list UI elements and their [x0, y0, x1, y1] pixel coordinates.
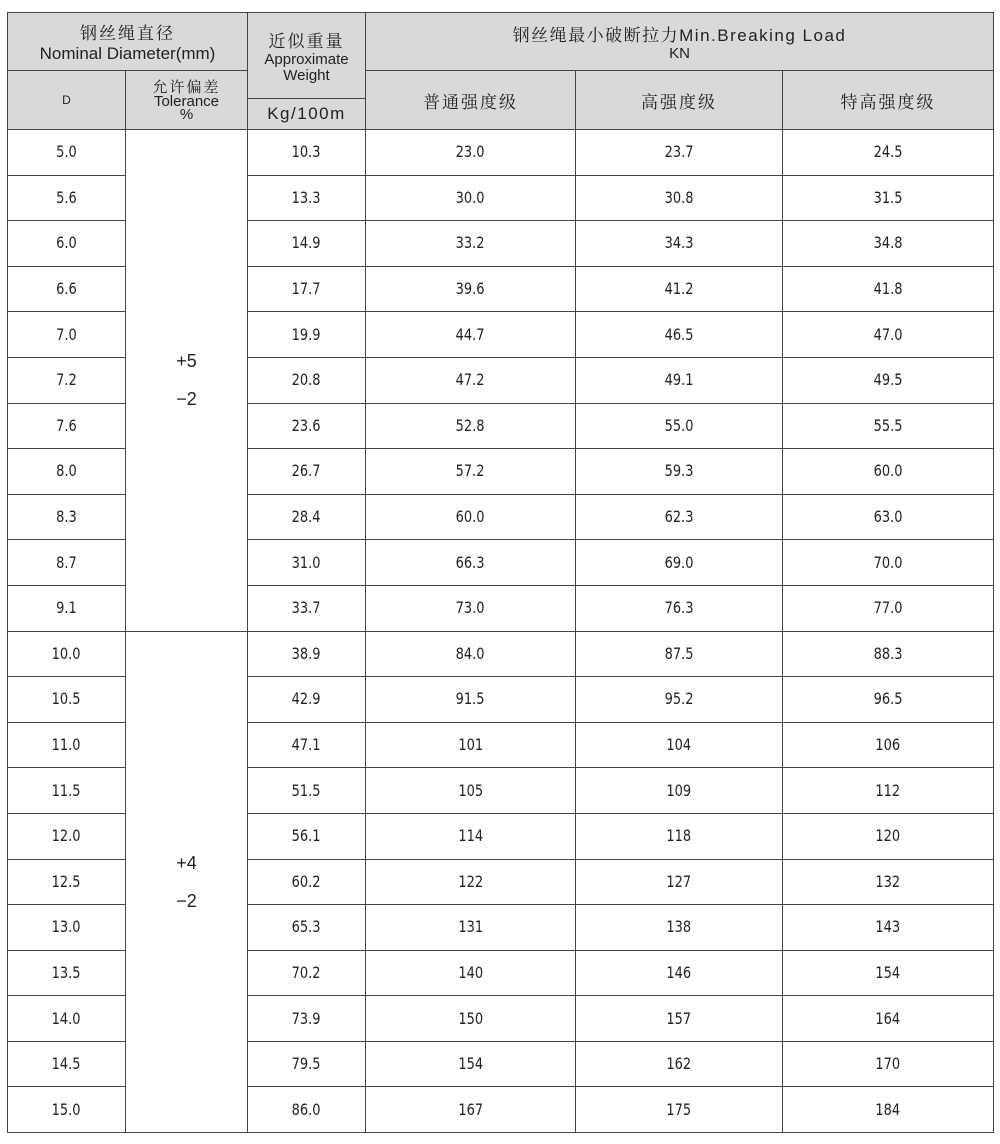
load-extra-high-cell [783, 768, 994, 814]
cell-value: 31.5 [873, 187, 903, 207]
cell-value: 20.8 [292, 370, 321, 390]
cell-value: 8.3 [56, 507, 77, 527]
tolerance-cell [126, 130, 248, 632]
cell-value: 12.0 [52, 826, 81, 846]
load-high-cell [576, 357, 783, 403]
cell-value: 69.0 [664, 552, 694, 572]
weight-cell [248, 357, 366, 403]
diameter-cell [8, 585, 126, 631]
load-extra-high-cell [783, 631, 994, 677]
load-extra-high-cell [783, 585, 994, 631]
cell-value: 60.2 [292, 871, 321, 891]
cell-value: 7.2 [56, 370, 77, 390]
cell-value: 122 [458, 871, 483, 891]
cell-value: 77.0 [873, 598, 903, 618]
header-weight [248, 13, 366, 99]
cell-value: 118 [666, 826, 692, 846]
cell-value: 51.5 [292, 780, 321, 800]
cell-value: 7.0 [56, 324, 77, 344]
diameter-cell [8, 266, 126, 312]
diameter-cell [8, 449, 126, 495]
cell-value: 167 [458, 1099, 483, 1119]
cell-value: 132 [875, 871, 901, 891]
load-normal-cell [366, 175, 576, 221]
weight-cell [248, 859, 366, 905]
header-grade-extra-high: 特高强度级 [783, 71, 994, 130]
tol-en: Tolerance [153, 92, 220, 110]
tolerance-minus: −2 [176, 890, 197, 911]
load-high-cell [576, 996, 783, 1042]
cell-value: 131 [458, 917, 483, 937]
cell-value: 63.0 [873, 507, 903, 527]
cell-value: 23.6 [292, 415, 321, 435]
cell-value: 62.3 [664, 507, 694, 527]
cell-value: 73.0 [456, 598, 485, 618]
cell-value: 8.0 [56, 461, 77, 481]
load-high-cell [576, 221, 783, 267]
cell-value: 14.5 [52, 1054, 81, 1074]
cell-value: 31.0 [292, 552, 321, 572]
cell-value: 154 [875, 962, 901, 982]
cell-value: 57.2 [456, 461, 485, 481]
cell-value: 6.6 [56, 279, 77, 299]
cell-value: 47.2 [456, 370, 485, 390]
load-extra-high-cell [783, 357, 994, 403]
load-high-cell [576, 905, 783, 951]
cell-value: 26.7 [292, 461, 321, 481]
cell-value: 109 [666, 780, 692, 800]
diameter-cell [8, 722, 126, 768]
diameter-cell [8, 175, 126, 221]
cell-value: 10.0 [52, 643, 81, 663]
weight-cell [248, 996, 366, 1042]
cell-value: 143 [875, 917, 901, 937]
cell-value: 14.9 [292, 233, 321, 253]
weight-cell [248, 175, 366, 221]
cell-value: 15.0 [52, 1099, 81, 1119]
cell-value: 5.6 [56, 187, 77, 207]
weight-cell [248, 768, 366, 814]
cell-value: 42.9 [292, 689, 321, 709]
load-normal-cell [366, 677, 576, 723]
cell-value: 162 [666, 1054, 692, 1074]
cell-value: 47.0 [873, 324, 903, 344]
header-load [366, 13, 994, 71]
cell-value: 14.0 [52, 1008, 81, 1028]
load-high-cell [576, 494, 783, 540]
load-normal-cell [366, 722, 576, 768]
weight-en1: Approximate [264, 51, 349, 68]
cell-value: 79.5 [292, 1054, 321, 1074]
load-normal-cell [366, 1087, 576, 1133]
cell-value: 33.2 [456, 233, 485, 253]
load-normal-cell [366, 905, 576, 951]
cell-value: 49.5 [873, 370, 903, 390]
cell-value: 10.5 [52, 689, 81, 709]
weight-cell [248, 130, 366, 176]
cell-value: 70.0 [873, 552, 903, 572]
header-grade-normal: 普通强度级 [366, 71, 576, 130]
tol-pct: % [179, 105, 194, 123]
load-normal-cell [366, 130, 576, 176]
cell-value: 120 [875, 826, 901, 846]
diameter-cell [8, 312, 126, 358]
cell-value: 70.2 [292, 962, 321, 982]
cell-value: 39.6 [456, 279, 485, 299]
load-extra-high-cell [783, 677, 994, 723]
load-high-cell [576, 312, 783, 358]
cell-value: 59.3 [664, 461, 694, 481]
load-extra-high-cell [783, 540, 994, 586]
cell-value: 154 [458, 1054, 483, 1074]
weight-cell [248, 677, 366, 723]
cell-value: 60.0 [873, 461, 903, 481]
cell-value: 175 [666, 1099, 692, 1119]
tolerance-minus: −2 [176, 389, 197, 410]
load-extra-high-cell [783, 449, 994, 495]
weight-cell [248, 540, 366, 586]
diameter-cell [8, 905, 126, 951]
load-high-cell [576, 631, 783, 677]
cell-value: 41.8 [873, 279, 903, 299]
diameter-cell [8, 996, 126, 1042]
cell-value: 30.8 [664, 187, 694, 207]
cell-value: 47.1 [292, 735, 321, 755]
cell-value: 104 [666, 735, 692, 755]
tolerance-plus: +5 [176, 351, 197, 372]
load-high-cell [576, 403, 783, 449]
header-weight-unit: Kg/100m [248, 99, 366, 130]
load-high-cell [576, 768, 783, 814]
cell-value: 91.5 [456, 689, 485, 709]
cell-value: 87.5 [664, 643, 694, 663]
cell-value: 184 [875, 1099, 901, 1119]
load-title: 钢丝绳最小破断拉力Min.Breaking Load [512, 26, 847, 45]
load-extra-high-cell [783, 494, 994, 540]
cell-value: 55.5 [873, 415, 903, 435]
load-high-cell [576, 722, 783, 768]
cell-value: 46.5 [664, 324, 694, 344]
cell-value: 5.0 [56, 142, 77, 162]
cell-value: 88.3 [873, 643, 903, 663]
cell-value: 38.9 [292, 643, 321, 663]
diameter-cell [8, 494, 126, 540]
load-extra-high-cell [783, 722, 994, 768]
weight-cn: 近似重量 [268, 32, 345, 51]
load-extra-high-cell [783, 403, 994, 449]
load-normal-cell [366, 996, 576, 1042]
weight-cell [248, 449, 366, 495]
load-normal-cell [366, 221, 576, 267]
load-extra-high-cell [783, 175, 994, 221]
cell-value: 8.7 [56, 552, 77, 572]
cell-value: 7.6 [56, 415, 77, 435]
cell-value: 60.0 [456, 507, 485, 527]
load-normal-cell [366, 494, 576, 540]
load-normal-cell [366, 1041, 576, 1087]
cell-value: 96.5 [873, 689, 903, 709]
table-row [8, 631, 994, 677]
cell-value: 44.7 [456, 324, 485, 344]
load-extra-high-cell [783, 312, 994, 358]
cell-value: 24.5 [873, 142, 903, 162]
cell-value: 84.0 [456, 643, 485, 663]
load-normal-cell [366, 540, 576, 586]
load-extra-high-cell [783, 813, 994, 859]
diameter-cell [8, 859, 126, 905]
tolerance-plus: +4 [176, 852, 197, 873]
weight-cell [248, 950, 366, 996]
cell-value: 112 [875, 780, 901, 800]
load-normal-cell [366, 950, 576, 996]
load-extra-high-cell [783, 130, 994, 176]
load-high-cell [576, 677, 783, 723]
cell-value: 146 [666, 962, 692, 982]
weight-cell [248, 722, 366, 768]
load-extra-high-cell [783, 996, 994, 1042]
load-normal-cell [366, 357, 576, 403]
load-normal-cell [366, 449, 576, 495]
header-tolerance [126, 71, 248, 130]
diameter-cell [8, 768, 126, 814]
load-extra-high-cell [783, 1041, 994, 1087]
cell-value: 55.0 [664, 415, 694, 435]
diameter-cn: 钢丝绳直径 [80, 24, 175, 43]
load-high-cell [576, 130, 783, 176]
cell-value: 30.0 [456, 187, 485, 207]
diameter-cell [8, 357, 126, 403]
load-high-cell [576, 813, 783, 859]
cell-value: 140 [458, 962, 483, 982]
cell-value: 150 [458, 1008, 483, 1028]
load-unit: KN [669, 45, 690, 62]
weight-en2: Weight [283, 67, 330, 84]
cell-value: 106 [875, 735, 901, 755]
diameter-cell [8, 1041, 126, 1087]
cell-value: 11.5 [52, 780, 81, 800]
load-normal-cell [366, 312, 576, 358]
load-extra-high-cell [783, 1087, 994, 1133]
diameter-cell [8, 1087, 126, 1133]
table-row [8, 130, 994, 176]
cell-value: 6.0 [56, 233, 77, 253]
cell-value: 9.1 [56, 598, 77, 618]
load-normal-cell [366, 266, 576, 312]
weight-cell [248, 905, 366, 951]
diameter-cell [8, 540, 126, 586]
cell-value: 65.3 [292, 917, 321, 937]
cell-value: 10.3 [292, 142, 321, 162]
cell-value: 170 [875, 1054, 901, 1074]
load-normal-cell [366, 859, 576, 905]
load-high-cell [576, 449, 783, 495]
load-high-cell [576, 1087, 783, 1133]
cell-value: 138 [666, 917, 692, 937]
cell-value: 56.1 [292, 826, 321, 846]
cell-value: 17.7 [292, 279, 321, 299]
cell-value: 13.0 [52, 917, 81, 937]
weight-cell [248, 813, 366, 859]
diameter-cell [8, 221, 126, 267]
weight-cell [248, 1041, 366, 1087]
diameter-cell [8, 631, 126, 677]
load-high-cell [576, 540, 783, 586]
cell-value: 19.9 [292, 324, 321, 344]
header-diameter [8, 13, 248, 71]
weight-cell [248, 266, 366, 312]
cell-value: 49.1 [664, 370, 694, 390]
load-normal-cell [366, 631, 576, 677]
weight-cell [248, 312, 366, 358]
header-d: D [8, 71, 126, 130]
header-grade-high: 高强度级 [576, 71, 783, 130]
cell-value: 28.4 [292, 507, 321, 527]
cell-value: 157 [666, 1008, 692, 1028]
load-high-cell [576, 175, 783, 221]
cell-value: 52.8 [456, 415, 485, 435]
wire-rope-spec-table [7, 12, 994, 1133]
cell-value: 114 [458, 826, 483, 846]
weight-cell [248, 494, 366, 540]
tolerance-cell [126, 631, 248, 1133]
diameter-cell [8, 813, 126, 859]
weight-cell [248, 1087, 366, 1133]
load-normal-cell [366, 585, 576, 631]
cell-value: 34.3 [664, 233, 694, 253]
cell-value: 33.7 [292, 598, 321, 618]
diameter-en: Nominal Diameter(mm) [39, 44, 216, 63]
tol-cn: 允许偏差 [152, 78, 221, 96]
load-extra-high-cell [783, 221, 994, 267]
load-normal-cell [366, 403, 576, 449]
load-high-cell [576, 859, 783, 905]
weight-cell [248, 403, 366, 449]
weight-cell [248, 631, 366, 677]
cell-value: 105 [458, 780, 483, 800]
weight-cell [248, 585, 366, 631]
load-extra-high-cell [783, 950, 994, 996]
load-extra-high-cell [783, 859, 994, 905]
cell-value: 23.0 [456, 142, 485, 162]
load-high-cell [576, 1041, 783, 1087]
diameter-cell [8, 130, 126, 176]
diameter-cell [8, 403, 126, 449]
diameter-cell [8, 950, 126, 996]
load-normal-cell [366, 768, 576, 814]
cell-value: 23.7 [664, 142, 694, 162]
cell-value: 127 [666, 871, 692, 891]
load-high-cell [576, 266, 783, 312]
weight-cell [248, 221, 366, 267]
cell-value: 12.5 [52, 871, 81, 891]
cell-value: 13.5 [52, 962, 81, 982]
diameter-cell [8, 677, 126, 723]
load-high-cell [576, 950, 783, 996]
load-extra-high-cell [783, 905, 994, 951]
cell-value: 95.2 [664, 689, 694, 709]
load-normal-cell [366, 813, 576, 859]
load-extra-high-cell [783, 266, 994, 312]
cell-value: 101 [458, 735, 483, 755]
cell-value: 41.2 [664, 279, 694, 299]
cell-value: 13.3 [292, 187, 321, 207]
load-high-cell [576, 585, 783, 631]
cell-value: 164 [875, 1008, 901, 1028]
cell-value: 86.0 [292, 1099, 321, 1119]
cell-value: 66.3 [456, 552, 485, 572]
cell-value: 34.8 [873, 233, 903, 253]
cell-value: 73.9 [292, 1008, 321, 1028]
cell-value: 11.0 [52, 735, 81, 755]
cell-value: 76.3 [664, 598, 694, 618]
